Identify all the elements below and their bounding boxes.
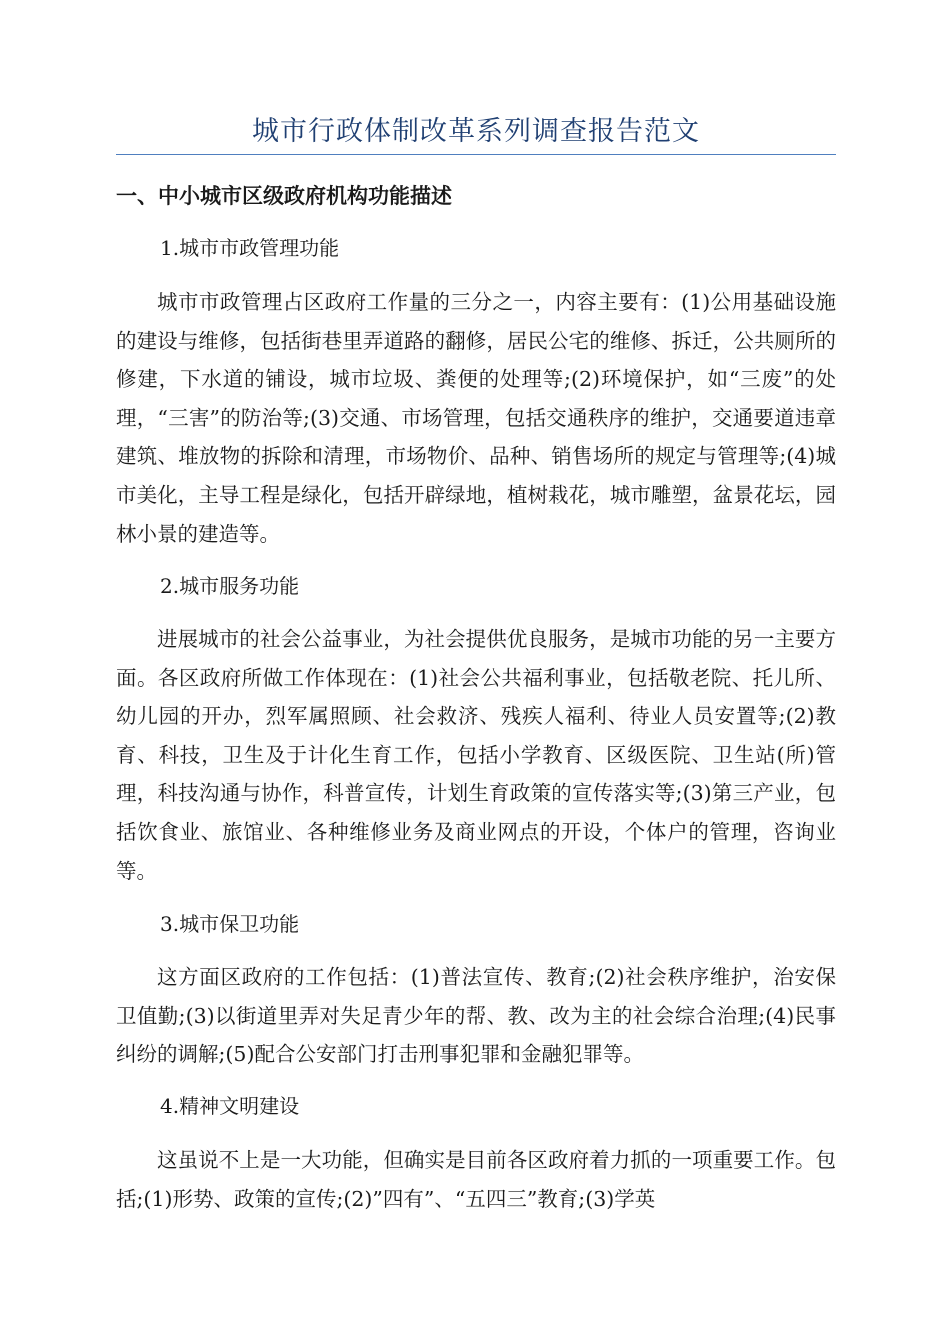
document-title: 城市行政体制改革系列调查报告范文 (252, 116, 700, 147)
subsection-heading-2: 2.城市服务功能 (160, 574, 300, 598)
paragraph-3: 这方面区政府的工作包括：(1)普法宣传、教育;(2)社会秩序维护，治安保卫值勤;(3)以街道里弄对失足青少年的帮、教、改为主的社会综合治理;(4)民事纠纷的调解;(5)配合公安部门打击刑事犯罪和金融犯罪等。 (116, 965, 836, 1067)
paragraph-1: 城市市政管理占区政府工作量的三分之一，内容主要有：(1)公用基础设施的建设与维修，包括街巷里弄道路的翻修，居民公宅的维修、拆迁，公共厕所的修建，下水道的铺设，城市垃圾、粪便的处理等;(2)环境保护，如“三废”的处理，“三害”的防治等;(3)交通、市场管理，包括交通秩序的维护，交通要道违章建筑、堆放物的拆除和清理，市场物价、品种、销售场所的规定与管理等;(4)城市美化，主导工程是绿化，包括开辟绿地，植树栽花，城市雕塑，盆景花坛，园林小景的建造等。 (116, 290, 836, 546)
title-underline (116, 154, 836, 155)
paragraph-2: 进展城市的社会公益事业，为社会提供优良服务，是城市功能的另一主要方面。各区政府所做工作体现在：(1)社会公共福利事业，包括敬老院、托儿所、幼儿园的开办，烈军属照顾、社会救济、残疾人福利、待业人员安置等;(2)教育、科技，卫生及于计化生育工作，包括小学教育、区级医院、卫生站(所)管理，科技沟通与协作，科普宣传，计划生育政策的宣传落实等;(3)第三产业，包括饮食业、旅馆业、各种维修业务及商业网点的开设，个体户的管理，咨询业等。 (116, 627, 836, 883)
subsection-heading-3: 3.城市保卫功能 (160, 912, 300, 936)
paragraph-4: 这虽说不上是一大功能，但确实是目前各区政府着力抓的一项重要工作。包括;(1)形势、政策的宣传;(2)”四有”、“五四三”教育;(3)学英 (116, 1148, 836, 1211)
subsection-heading-1: 1.城市市政管理功能 (160, 236, 340, 260)
section-heading: 一、中小城市区级政府机构功能描述 (116, 183, 452, 208)
subsection-heading-4: 4.精神文明建设 (160, 1094, 300, 1118)
